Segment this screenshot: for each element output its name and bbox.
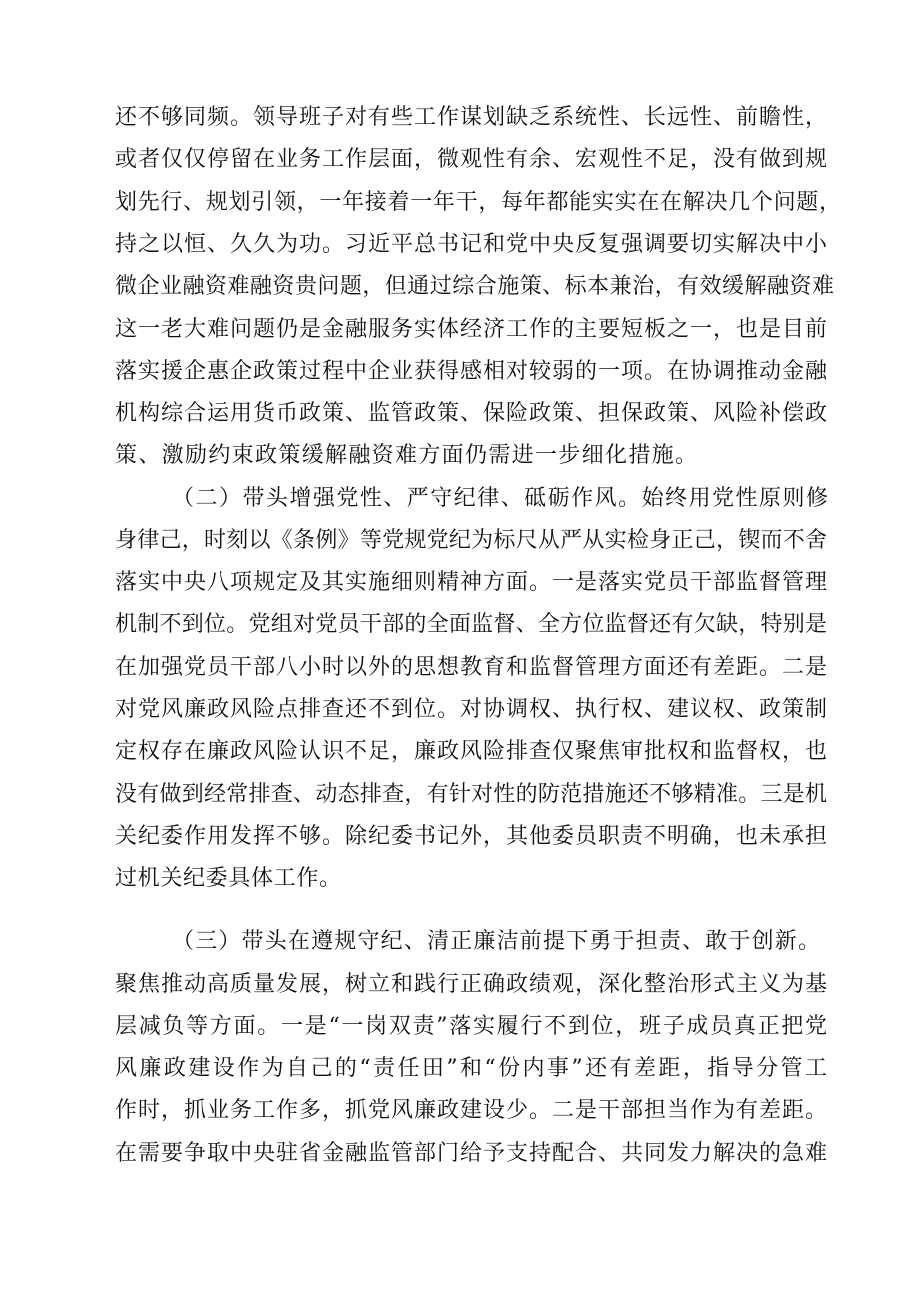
section-heading-line: （三）带头在遵规守纪、清正廉洁前提下勇于担责、敢于创新。 xyxy=(172,929,820,954)
text-line: 微企业融资难融资贵问题，但通过综合施策、标本兼治，有效缓解融资难 xyxy=(115,274,834,299)
text-line: 聚焦推动高质量发展，树立和践行正确政绩观，深化整治形式主义为基 xyxy=(115,972,827,997)
text-line: 过机关纪委具体工作。 xyxy=(115,866,341,891)
text-line: 在加强党员干部八小时以外的思想教育和监督管理方面还有差距。二是 xyxy=(115,655,827,680)
text-line: 身律己，时刻以《条例》等党规党纪为标尺从严从实检身正己，锲而不舍 xyxy=(115,528,827,553)
text-line: 划先行、规划引领，一年接着一年干，每年都能实实在在解决几个问题， xyxy=(115,190,841,215)
text-line: 还不够同频。领导班子对有些工作谋划缺乏系统性、长远性、前瞻性， xyxy=(115,105,827,130)
text-line: 落实援企惠企政策过程中企业获得感相对较弱的一项。在协调推动金融 xyxy=(115,359,827,384)
text-line: 或者仅仅停留在业务工作层面，微观性有余、宏观性不足，没有做到规 xyxy=(115,147,827,172)
text-line: 关纪委作用发挥不够。除纪委书记外，其他委员职责不明确，也未承担 xyxy=(115,824,827,849)
text-line: 策、激励约束政策缓解融资难方面仍需进一步细化措施。 xyxy=(115,443,697,468)
text-line: 没有做到经常排查、动态排查，有针对性的防范措施还不够精准。三是机 xyxy=(115,782,827,807)
text-line: 落实中央八项规定及其实施细则精神方面。一是落实党员干部监督管理 xyxy=(115,570,827,595)
text-line: 层减负等方面。一是“一岗双责”落实履行不到位，班子成员真正把党 xyxy=(115,1014,827,1039)
text-line: 作时，抓业务工作多，抓党风廉政建设少。二是干部担当作为有差距。 xyxy=(115,1098,827,1123)
text-line: 对党风廉政风险点排查还不到位。对协调权、执行权、建议权、政策制 xyxy=(115,697,827,722)
text-line: 定权存在廉政风险认识不足，廉政风险排查仅聚焦审批权和监督权，也 xyxy=(115,739,827,764)
text-line: 在需要争取中央驻省金融监管部门给予支持配合、共同发力解决的急难 xyxy=(115,1141,827,1166)
text-line: 机制不到位。党组对党员干部的全面监督、全方位监督还有欠缺，特别是 xyxy=(115,612,827,637)
text-line: 风廉政建设作为自己的“责任田”和“份内事”还有差距，指导分管工 xyxy=(115,1056,827,1081)
text-line: 持之以恒、久久为功。习近平总书记和党中央反复强调要切实解决中小 xyxy=(115,232,827,257)
text-line: 机构综合运用货币政策、监管政策、保险政策、担保政策、风险补偿政 xyxy=(115,401,827,426)
text-line: 这一老大难问题仍是金融服务实体经济工作的主要短板之一，也是目前 xyxy=(115,317,827,342)
section-heading-line: （二）带头增强党性、严守纪律、砥砺作风。始终用党性原则修 xyxy=(172,486,828,511)
